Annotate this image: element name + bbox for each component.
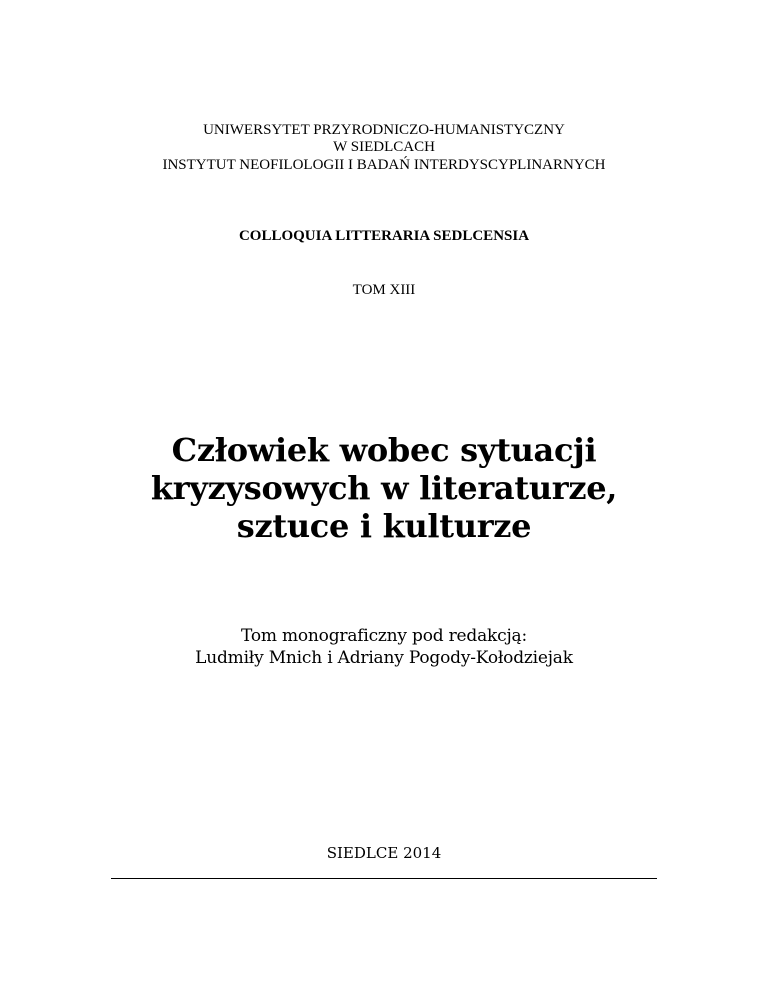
book-title-line-1: Człowiek wobec sytuacji <box>171 431 597 469</box>
university-name: UNIWERSYTET PRZYRODNICZO-HUMANISTYCZNY <box>203 122 565 138</box>
series-name: COLLOQUIA LITTERARIA SEDLCENSIA <box>238 228 530 244</box>
volume-number: TOM XIII <box>352 282 416 298</box>
book-title-line-3: sztuce i kulturze <box>236 507 532 545</box>
editors-intro: Tom monograficzny pod redakcją: <box>241 626 527 646</box>
institute-name: INSTYTUT NEOFILOLOGII I BADAŃ INTERDYSCYPLINARNYCH <box>162 157 606 173</box>
imprint-place-year: SIEDLCE 2014 <box>326 844 442 862</box>
book-title-line-2: kryzysowych w literaturze, <box>150 469 618 507</box>
editors-names: Ludmiły Mnich i Adriany Pogody-Kołodziejak <box>195 648 573 668</box>
university-city: W SIEDLCACH <box>333 139 435 155</box>
footer-rule <box>111 878 657 879</box>
